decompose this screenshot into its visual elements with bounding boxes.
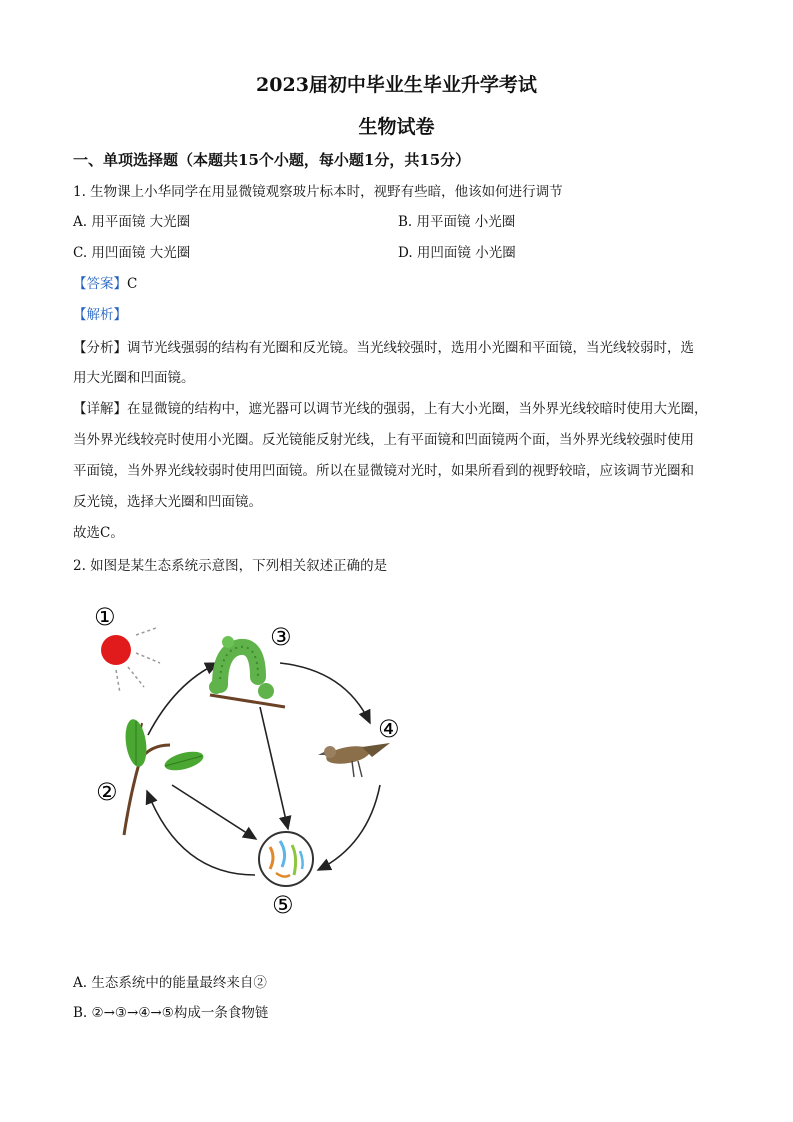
q2-option-a: A. 生态系统中的能量最终来自②: [73, 975, 267, 991]
q1-answer-line: [73, 274, 137, 294]
detail-text-1: 在显微镜的结构中，遮光器可以调节光线的强弱，上有大小光圈，当外界光线较暗时使用大光圈，: [127, 401, 708, 417]
label-1: ①: [94, 603, 116, 631]
section-heading: 一、单项选择题（本题共15个小题，每小题1分，共15分）: [73, 151, 471, 169]
q1-fenxi-line-1: [73, 338, 694, 358]
arrow-caterpillar-to-decomposer: [260, 707, 288, 829]
label-3: ③: [270, 623, 292, 651]
bird-icon: [318, 743, 390, 777]
answer-value: C: [127, 276, 138, 292]
q2-stem: 2. 如图是某生态系统示意图，下列相关叙述正确的是: [73, 558, 388, 574]
exam-title: 2023届初中毕业生毕业升学考试: [256, 74, 537, 96]
q1-conclusion: 故选C。: [73, 525, 124, 541]
ecosystem-diagram: [80, 595, 420, 925]
arrow-caterpillar-to-bird: [280, 663, 370, 723]
label-5: ⑤: [272, 891, 294, 919]
detail-tag: 【详解】: [73, 401, 127, 417]
label-4: ④: [378, 715, 400, 743]
answer-tag: 【答案】: [73, 276, 127, 292]
arrow-plant-to-caterpillar: [148, 663, 218, 735]
decomposer-icon: [259, 832, 313, 886]
plant-icon: [123, 718, 206, 835]
q1-option-a: A. 用平面镜 大光圈: [73, 214, 191, 230]
q1-detail-line-1: [73, 399, 708, 419]
fenxi-tag: 【分析】: [73, 340, 127, 356]
arrow-plant-to-decomposer: [172, 785, 256, 839]
q1-stem: 1. 生物课上小华同学在用显微镜观察玻片标本时，视野有些暗，他该如何进行调节: [73, 184, 563, 200]
q1-detail-line-2: 当外界光线较亮时使用小光圈。反光镜能反射光线，上有平面镜和凹面镜两个面，当外界光线较强时使用: [73, 432, 694, 448]
q1-option-c: C. 用凹面镜 大光圈: [73, 245, 191, 261]
arrow-bird-to-decomposer: [318, 785, 380, 870]
q1-analysis-line: [73, 305, 127, 325]
q1-option-b: B. 用平面镜 小光圈: [398, 214, 516, 230]
q1-option-d: D. 用凹面镜 小光圈: [398, 245, 516, 261]
fenxi-text-1: 调节光线强弱的结构有光圈和反光镜。当光线较强时，选用小光圈和平面镜，当光线较弱时，选: [127, 340, 694, 356]
exam-subtitle: 生物试卷: [358, 116, 435, 138]
q1-detail-line-4: 反光镜，选择大光圈和凹面镜。: [73, 494, 262, 510]
q1-detail-line-3: 平面镜，当外界光线较弱时使用凹面镜。所以在显微镜对光时，如果所看到的视野较暗，应该调节光圈和: [73, 463, 694, 479]
q2-option-b: B. ②→③→④→⑤构成一条食物链: [73, 1005, 269, 1021]
sun-icon: [101, 628, 160, 693]
label-2: ②: [96, 778, 118, 806]
analysis-tag: 【解析】: [73, 307, 127, 323]
q1-fenxi-line-2: 用大光圈和凹面镜。: [73, 370, 195, 386]
